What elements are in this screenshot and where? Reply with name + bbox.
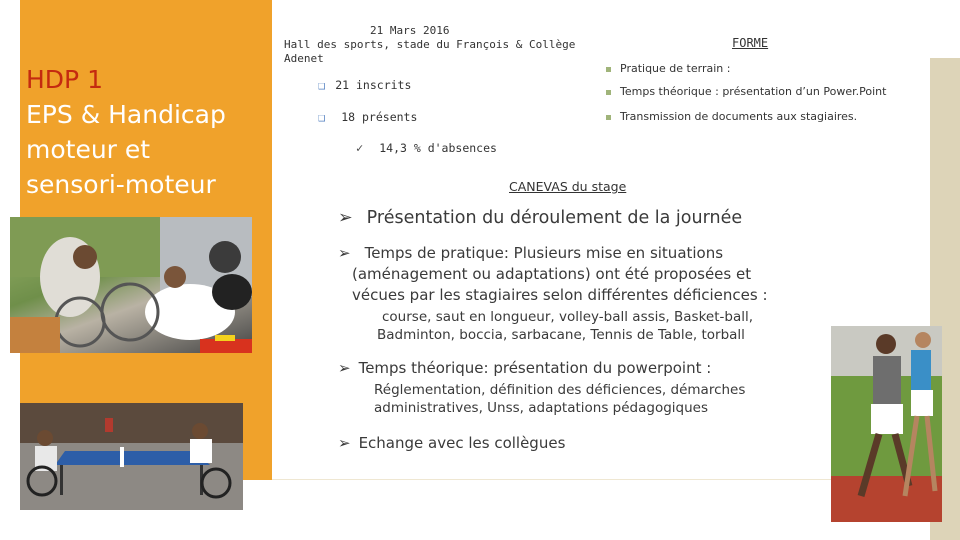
title-line-3: moteur et [26, 135, 151, 164]
canevas-item-4-text: Echange avec les collègues [358, 434, 566, 452]
check-icon: ✓ [356, 141, 364, 155]
forme-item-text: Transmission de documents aux stagiaires. [620, 110, 858, 123]
canevas-heading: CANEVAS du stage [509, 179, 627, 194]
forme-heading: FORME [732, 36, 769, 50]
square-bullet-icon [606, 67, 611, 72]
canevas-item-2-line1: Temps de pratique: Plusieurs mise en situations [364, 244, 724, 262]
canevas-item-3-text: Temps théorique: présentation du powerpoint : [358, 359, 712, 377]
canevas-item-3 [338, 359, 711, 377]
canevas-item-2-line3: vécues par les stagiaires selon différentes déficiences : [352, 286, 768, 304]
photo-1-illustration [10, 217, 252, 353]
photo-table-tennis [20, 403, 243, 510]
square-bullet-icon: ❑ [318, 78, 326, 92]
session-place: Hall des sports, stade du François & Collège Adenet [284, 38, 576, 65]
canevas-item-3-sub1: Réglementation, définition des déficiences, démarches [374, 382, 746, 398]
photo-wheelchair-repair [10, 217, 252, 353]
photo-3-illustration [831, 326, 942, 522]
arrow-bullet-icon: ➢ [338, 244, 351, 262]
canevas-item-2 [338, 244, 723, 262]
inscrits-text: 21 inscrits [335, 78, 412, 92]
session-date: 21 Mars 2016 [370, 24, 450, 37]
forme-item [606, 85, 886, 98]
slide-title [26, 62, 266, 202]
canevas-item-2-sub2: Badminton, boccia, sarbacane, Tennis de Table, torball [377, 327, 745, 343]
arrow-bullet-icon: ➢ [338, 208, 353, 228]
square-bullet-icon: ❑ [318, 110, 326, 124]
canevas-item-1-text: Présentation du déroulement de la journée [366, 208, 743, 228]
presents-text: 18 présents [341, 110, 418, 124]
title-line-1: HDP 1 [26, 65, 103, 94]
canevas-item-1 [338, 208, 742, 228]
canevas-item-2-sub1: course, saut en longueur, volley-ball assis, Basket-ball, [382, 309, 754, 325]
arrow-bullet-icon: ➢ [338, 359, 351, 377]
photo-running [831, 326, 942, 522]
stat-presents [318, 110, 417, 124]
absences-text: 14,3 % d'absences [379, 141, 497, 155]
square-bullet-icon [606, 90, 611, 95]
arrow-bullet-icon: ➢ [338, 434, 351, 452]
title-line-4: sensori-moteur [26, 170, 216, 199]
stat-absences [356, 141, 497, 155]
square-bullet-icon [606, 115, 611, 120]
forme-item [606, 110, 857, 123]
session-info [284, 24, 584, 66]
forme-item [606, 62, 730, 75]
photo-2-illustration [20, 403, 243, 510]
canevas-item-2-line2: (aménagement ou adaptations) ont été proposées et [352, 265, 752, 283]
title-line-2: EPS & Handicap [26, 100, 226, 129]
forme-item-text: Pratique de terrain : [620, 62, 731, 75]
canevas-item-3-sub2: administratives, Unss, adaptations pédagogiques [374, 400, 709, 416]
forme-item-text: Temps théorique : présentation d’un Power.Point [620, 85, 887, 98]
stat-inscrits [318, 78, 411, 92]
canevas-item-4 [338, 434, 565, 452]
